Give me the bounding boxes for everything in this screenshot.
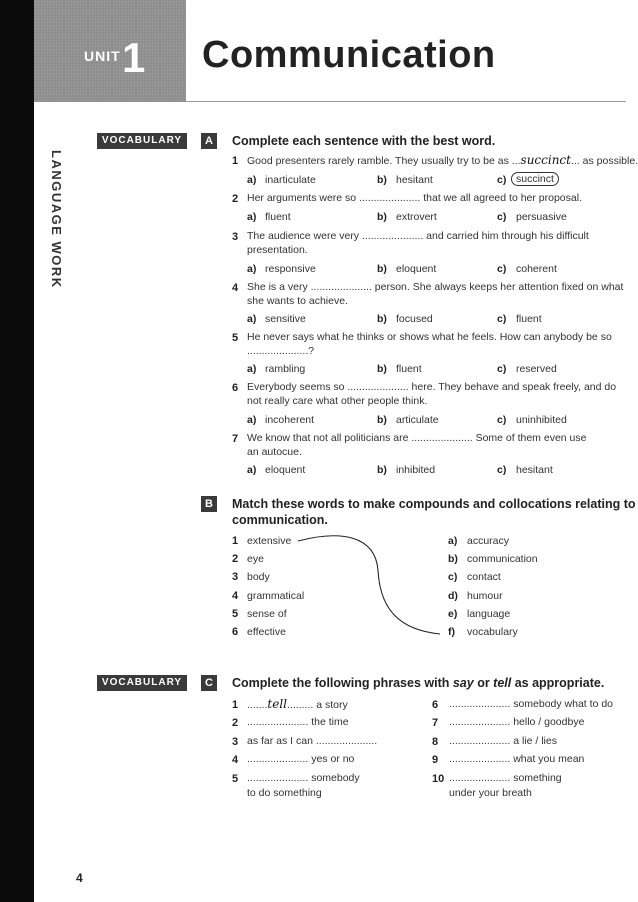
phrase <box>247 752 354 767</box>
option-text: coherent <box>516 263 557 275</box>
handwritten-answer: succinct <box>520 153 571 167</box>
match-word: grammatical <box>247 590 305 602</box>
blank-dots: ..................... <box>247 772 309 784</box>
page-number: 4 <box>76 871 83 885</box>
option-label: b) <box>377 211 387 223</box>
option-text: persuasive <box>516 211 567 223</box>
blank-dots: ..................... <box>449 735 511 747</box>
match-word: contact <box>467 571 501 583</box>
item-sentence-cont: not really care what other people think. <box>247 395 428 407</box>
unit-word: UNIT <box>84 48 121 64</box>
option-label: a) <box>247 363 257 375</box>
option-label: a) <box>247 263 257 275</box>
phrase <box>449 752 584 767</box>
option-label: c) <box>497 464 507 476</box>
option-label: c) <box>497 363 507 375</box>
sentence-text: as possible. <box>582 155 638 167</box>
option-label: c) <box>497 313 507 325</box>
option-label: b) <box>377 363 387 375</box>
option-text: incoherent <box>265 414 315 426</box>
phrase-number: 10 <box>432 773 445 785</box>
option-text: fluent <box>516 313 542 325</box>
phrase <box>449 771 562 786</box>
item-sentence: He never says what he thinks or shows what he feels. How can anybody be so <box>247 331 612 343</box>
item-sentence: We know that not all politicians are ..................... Some of them even use <box>247 432 587 444</box>
match-number: 5 <box>232 608 239 620</box>
phrase-text: hello / goodbye <box>513 716 585 728</box>
option-text: uninhibited <box>516 414 567 426</box>
item-number: 4 <box>232 282 239 294</box>
item-sentence-cont: presentation. <box>247 244 308 256</box>
match-letter: f) <box>448 626 455 638</box>
option-label: c) <box>497 211 507 223</box>
match-number: 1 <box>232 535 239 547</box>
section-b-instruction: Match these words to make compounds and collocations relating to <box>232 497 636 511</box>
section-b-instruction-cont: communication. <box>232 513 328 527</box>
phrase-cont: to do something <box>247 787 322 799</box>
option-text: rambling <box>265 363 306 375</box>
handwritten-answer: tell <box>267 697 288 711</box>
item-sentence-cont: she wants to achieve. <box>247 295 348 307</box>
instruction-text: as appropriate. <box>511 676 605 690</box>
phrase-number: 6 <box>432 699 439 711</box>
unit-badge <box>34 0 186 102</box>
match-connector-line <box>290 530 450 640</box>
phrase-text: a lie / lies <box>513 735 557 747</box>
item-number: 3 <box>232 231 239 243</box>
instruction-text: Complete the following phrases with <box>232 676 453 690</box>
phrase-number: 7 <box>432 717 439 729</box>
blank-dots: ... <box>511 155 521 167</box>
section-a-instruction: Complete each sentence with the best word. <box>232 134 496 148</box>
phrase-number: 3 <box>232 736 239 748</box>
option-label: c) <box>497 174 507 186</box>
phrase-number: 5 <box>232 773 239 785</box>
phrase <box>247 715 349 730</box>
match-word: sense of <box>247 608 287 620</box>
match-letter: e) <box>448 608 458 620</box>
phrase-text: something <box>513 772 562 784</box>
option-label: b) <box>377 414 387 426</box>
blank-dots: ... <box>570 155 580 167</box>
section-b-letter: B <box>201 496 217 512</box>
option-label: b) <box>377 174 387 186</box>
phrase-number: 4 <box>232 754 239 766</box>
item-sentence: She is a very ..................... person. She always keeps her attention fixed on what <box>247 281 624 293</box>
blank-dots: ......... <box>287 699 314 711</box>
option-text: fluent <box>265 211 291 223</box>
phrase-number: 8 <box>432 736 439 748</box>
phrase-text: yes or no <box>311 753 355 765</box>
option-label: b) <box>377 313 387 325</box>
option-text: sensitive <box>265 313 306 325</box>
unit-number: 1 <box>122 34 146 81</box>
item-sentence-cont: .....................? <box>247 345 315 357</box>
item-sentence-cont: an autocue. <box>247 446 302 458</box>
phrase <box>449 734 557 749</box>
match-word: accuracy <box>467 535 510 547</box>
phrase-number: 1 <box>232 699 239 711</box>
title-rule <box>186 101 626 102</box>
phrase-cont: under your breath <box>449 787 532 799</box>
phrase-number: 2 <box>232 717 239 729</box>
blank-dots: ..................... <box>449 753 511 765</box>
option-label: b) <box>377 263 387 275</box>
option-text: inhibited <box>396 464 436 476</box>
phrase-number: 9 <box>432 754 439 766</box>
phrase-text: a story <box>316 699 348 711</box>
match-word: effective <box>247 626 286 638</box>
phrase-text: the time <box>311 716 349 728</box>
instruction-say: say <box>452 676 474 690</box>
option-text: eloquent <box>265 464 306 476</box>
match-letter: c) <box>448 571 458 583</box>
item-number: 6 <box>232 382 239 394</box>
option-text: inarticulate <box>265 174 316 186</box>
match-number: 3 <box>232 571 239 583</box>
option-label: b) <box>377 464 387 476</box>
instruction-text: or <box>473 676 494 690</box>
match-number: 4 <box>232 590 239 602</box>
match-word: language <box>467 608 511 620</box>
option-text: reserved <box>516 363 557 375</box>
option-label: a) <box>247 313 257 325</box>
option-label: a) <box>247 211 257 223</box>
phrase <box>247 771 360 786</box>
item-number: 2 <box>232 193 239 205</box>
match-word: extensive <box>247 535 292 547</box>
blank-dots: ..................... <box>449 716 511 728</box>
match-word: humour <box>467 590 503 602</box>
section-a-tag: VOCABULARY <box>97 133 187 149</box>
section-c-instruction <box>232 675 604 692</box>
sentence-text: Good presenters rarely ramble. They usually try to be as <box>247 155 509 167</box>
item-number: 1 <box>232 155 239 167</box>
match-number: 2 <box>232 553 239 565</box>
phrase-text: what you mean <box>513 753 585 765</box>
option-text: hesitant <box>516 464 553 476</box>
blank-dots: ..................... <box>449 698 511 710</box>
blank-dots: ....... <box>247 699 268 711</box>
match-letter: b) <box>448 553 458 565</box>
option-text: focused <box>396 313 433 325</box>
match-word: communication <box>467 553 538 565</box>
left-margin-bar <box>0 0 34 902</box>
item-number: 7 <box>232 433 239 445</box>
option-text: hesitant <box>396 174 433 186</box>
option-label: a) <box>247 414 257 426</box>
option-text: fluent <box>396 363 422 375</box>
blank-dots: ..................... <box>247 716 309 728</box>
section-c-tag: VOCABULARY + <box>97 675 187 691</box>
section-c-letter: C <box>201 675 217 691</box>
match-letter: a) <box>448 535 458 547</box>
option-text: articulate <box>396 414 439 426</box>
phrase: as far as I can ..................... <box>247 735 378 747</box>
option-label: a) <box>247 174 257 186</box>
blank-dots: ..................... <box>247 753 309 765</box>
option-label: a) <box>247 464 257 476</box>
match-word: vocabulary <box>467 626 518 638</box>
option-text-circled: succinct <box>511 172 559 186</box>
option-label: c) <box>497 263 507 275</box>
phrase <box>247 697 348 713</box>
match-word: eye <box>247 553 264 565</box>
item-sentence: Her arguments were so ..................... that we all agreed to her proposal. <box>247 192 582 204</box>
match-word: body <box>247 571 270 583</box>
option-text: responsive <box>265 263 316 275</box>
option-label: c) <box>497 414 507 426</box>
blank-dots: ..................... <box>449 772 511 784</box>
option-text: extrovert <box>396 211 437 223</box>
phrase-text: somebody <box>311 772 360 784</box>
phrase <box>449 715 584 730</box>
option-text: eloquent <box>396 263 437 275</box>
page-title: Communication <box>202 34 496 76</box>
item-number: 5 <box>232 332 239 344</box>
match-letter: d) <box>448 590 458 602</box>
instruction-tell: tell <box>493 676 512 690</box>
match-number: 6 <box>232 626 239 638</box>
phrase-text: somebody what to do <box>513 698 613 710</box>
item-sentence: The audience were very ..................... and carried him through his difficult <box>247 230 589 242</box>
item-sentence: Everybody seems so ..................... here. They behave and speak freely, and do <box>247 381 617 393</box>
phrase <box>449 697 613 712</box>
section-a-letter: A <box>201 133 217 149</box>
item-sentence <box>247 153 638 169</box>
side-label: LANGUAGE WORK <box>49 150 64 289</box>
